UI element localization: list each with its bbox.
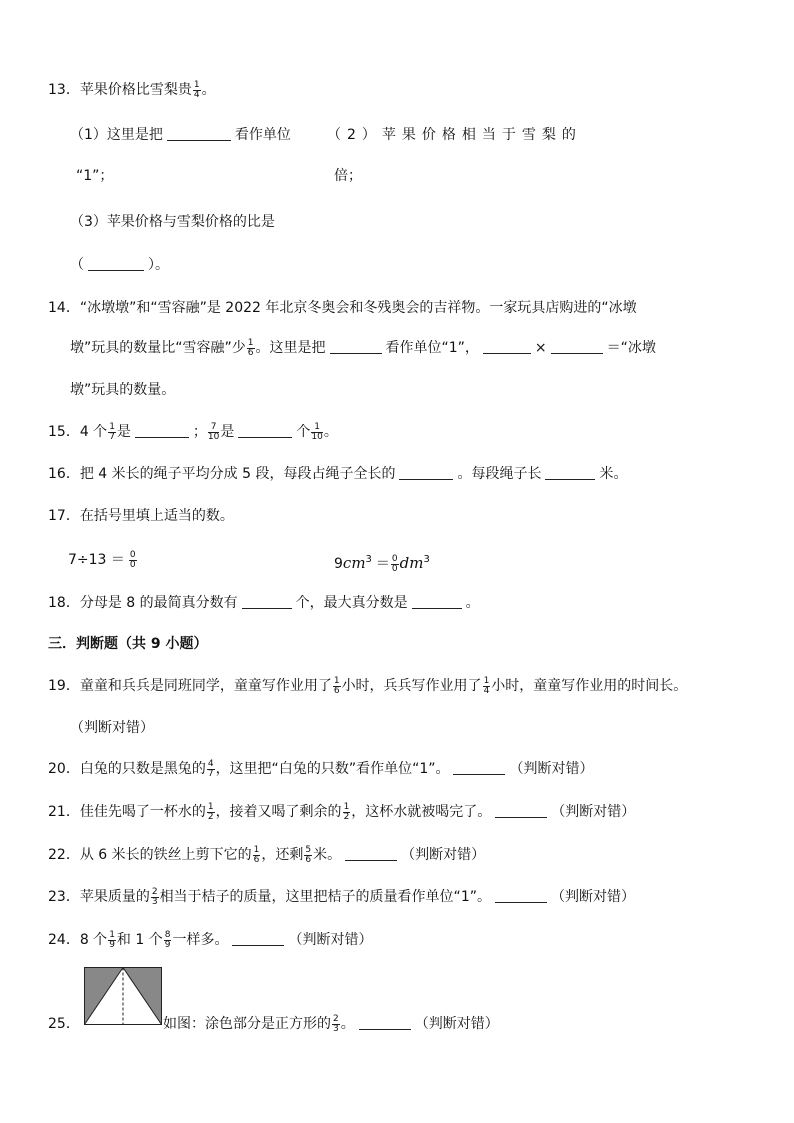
answer-blank[interactable] [545,465,595,480]
question-17-eq1: 7÷13 ＝ $\frac{0}{0}$ [68,549,136,570]
question-14-line2: 墩”玩具的数量比“雪容融”少 $\frac{1}{6}$ 。这里是把 看作单位“1”， × ＝“冰墩 [70,337,656,358]
question-14-line3: 墩”玩具的数量。 [70,382,176,398]
fraction: $\frac{5}{6}$ [305,844,312,865]
fraction-input[interactable]: $\frac{0}{0}$ [129,549,136,570]
answer-blank[interactable] [242,594,292,609]
question-13-part3-answer: （ ）。 [70,257,169,273]
fraction: $\frac{7}{10}$ [207,421,220,442]
answer-blank[interactable] [495,803,547,818]
answer-blank[interactable] [483,339,531,354]
answer-blank[interactable] [232,931,284,946]
fraction: $\frac{1}{6}$ [247,337,254,358]
question-18: 18．分母是 8 的最简真分数有 个，最大真分数是 。 [48,595,480,611]
fraction: $\frac{2}{3}$ [333,1013,339,1034]
square-figure [84,967,162,1025]
question-25: 如图：涂色部分是正方形的 $\frac{2}{3}$ 。 （判断对错） [163,1013,499,1034]
fraction: $\frac{1}{4}$ [193,79,200,100]
question-13-stem: 13．苹果价格比雪梨贵 $\frac{1}{4}$ 。 [48,79,216,100]
answer-blank[interactable] [412,594,462,609]
fraction: $\frac{1}{6}$ [253,844,260,865]
question-13-part1-unit: “1”； [76,168,114,184]
question-13-part2-end: 倍； [334,168,362,184]
answer-blank[interactable] [238,423,292,438]
fraction: $\frac{1}{4}$ [483,675,490,696]
fraction: $\frac{8}{9}$ [164,929,171,950]
question-13-part2: （2）苹果价格相当于雪梨的 [327,127,582,143]
question-13-part3: （3）苹果价格与雪梨价格的比是 [70,214,275,230]
answer-blank[interactable] [453,760,505,775]
question-15: 15．4 个 $\frac{1}{7}$ 是 ； $\frac{7}{10}$ 是 个 $\frac{1}{10}$ 。 [48,421,338,442]
fraction: $\frac{4}{7}$ [207,758,214,779]
question-14-line1: 14．“冰墩墩”和“雪容融”是 2022 年北京冬奥会和冬残奥会的吉祥物。一家玩具店购进的“冰墩 [48,300,637,316]
answer-blank[interactable] [399,465,453,480]
question-13-part1: （1）这里是把 看作单位 [70,127,291,143]
fraction: $\frac{1}{6}$ [333,675,340,696]
fraction: $\frac{1}{2}$ [207,801,214,822]
question-24: 24．8 个 $\frac{1}{9}$ 和 1 个 $\frac{8}{9}$ 一样多。 （判断对错） [48,929,373,950]
answer-blank[interactable] [88,256,144,271]
question-20: 20．白兔的只数是黑兔的 $\frac{4}{7}$ ，这里把“白兔的只数”看作单位“1”。 （判断对错） [48,758,594,779]
answer-blank[interactable] [345,846,397,861]
question-17: 17．在括号里填上适当的数。 [48,508,234,524]
fraction: $\frac{1}{7}$ [109,421,115,442]
answer-blank[interactable] [330,339,382,354]
fraction: $\frac{2}{3}$ [151,886,158,907]
question-25-number: 25． [48,1016,80,1032]
question-21: 21．佳佳先喝了一杯水的 $\frac{1}{2}$ ，接着又喝了剩余的 $\frac{1}{2}$ ，这杯水就被喝完了。 （判断对错） [48,801,636,822]
section-heading: 三．判断题（共 9 小题） [48,636,208,652]
answer-blank[interactable] [495,888,547,903]
answer-blank[interactable] [359,1015,411,1030]
question-23: 23．苹果质量的 $\frac{2}{3}$ 相当于桔子的质量，这里把桔子的质量看作单位“1”。 （判断对错） [48,886,635,907]
question-19-judge: （判断对错） [70,720,154,736]
question-19: 19．童童和兵兵是同班同学，童童写作业用了 $\frac{1}{6}$ 小时，兵兵写作业用了 $\frac{1}{4}$ 小时，童童写作业用的时间长。 [48,675,688,696]
fraction-input[interactable]: $\frac{0}{0}$ [391,553,398,574]
question-16: 16．把 4 米长的绳子平均分成 5 段，每段占绳子全长的 。每段绳子长 米。 [48,466,628,482]
fraction: $\frac{1}{2}$ [343,801,350,822]
answer-blank[interactable] [135,423,189,438]
question-17-eq2: $9cm^3$ ＝ $\frac{0}{0}$ $dm^3$ [334,553,430,574]
fraction: $\frac{1}{10}$ [311,421,323,442]
answer-blank[interactable] [551,339,603,354]
question-22: 22．从 6 米长的铁丝上剪下它的 $\frac{1}{6}$ ，还剩 $\frac{5}{6}$ 米。 （判断对错） [48,844,486,865]
fraction: $\frac{1}{9}$ [109,929,115,950]
answer-blank[interactable] [167,126,231,141]
